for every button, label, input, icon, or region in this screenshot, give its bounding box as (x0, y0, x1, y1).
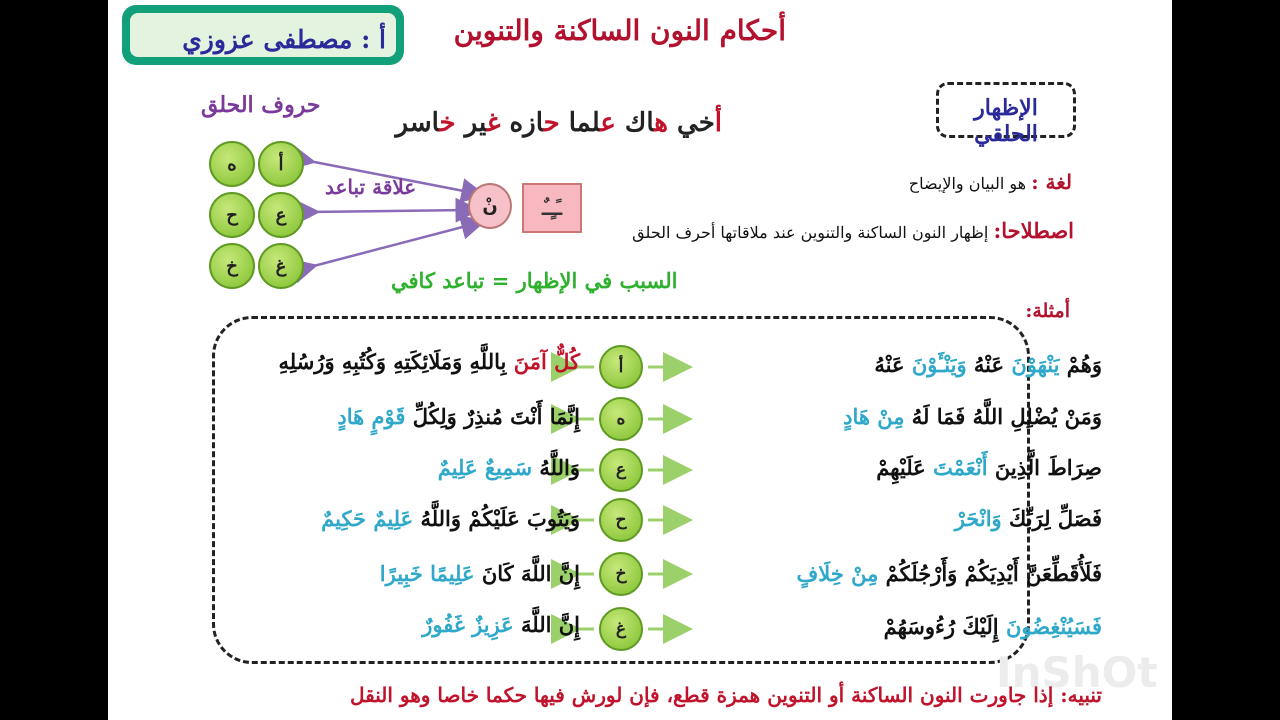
lesson-page (108, 0, 1172, 720)
example-left: وَاللَّهُ سَمِيعٌ عَلِيمٌ (437, 455, 580, 480)
page-title: أحكام النون الساكنة والتنوين (453, 14, 786, 47)
letter-circle: ع (258, 192, 304, 238)
example-left: إِنَّ اللَّهَ عَزِيزٌ غَفُورٌ (422, 612, 580, 637)
watermark: InShOt (996, 648, 1158, 697)
throat-letters-title: حروف الحلق (201, 92, 321, 118)
letter-circle: ه (209, 141, 255, 187)
technical-definition: اصطلاحا: إظهار النون الساكنة والتنوين عند ملاقاتها أحرف الحلق (632, 218, 1074, 243)
examples-heading: أمثلة: (1025, 300, 1070, 322)
relation-label: علاقة تباعد (325, 175, 417, 199)
row-letter-circle: ه (599, 397, 643, 441)
izhar-label: الإظهار الحلقي (974, 95, 1038, 147)
example-right: وَهُمْ يَنْهَوْنَ عَنْهُ وَيَنْـَٔوْنَ عَنْهُ (874, 352, 1102, 377)
row-letter-circle: غ (599, 607, 643, 651)
row-letter-circle: ح (599, 498, 643, 542)
letter-circle: غ (258, 243, 304, 289)
example-left: كُلٌّ آمَنَ بِاللَّهِ وَمَلَائِكَتِهِ وَكُتُبِهِ وَرُسُلِهِ (278, 349, 580, 374)
letter-circle: ح (209, 192, 255, 238)
example-right: وَمَنْ يُضْلِلِ اللَّهُ فَمَا لَهُ مِنْ هَادٍ (843, 404, 1102, 429)
reason-text: السبب في الإظهار = تباعد كافي (391, 268, 678, 293)
example-left: إِنَّمَا أَنْتَ مُنذِرٌ وَلِكُلِّ قَوْمٍ هَادٍ (337, 404, 580, 429)
linguistic-definition: لغة : هو البيان والإيضاح (908, 170, 1072, 194)
example-right: فَصَلِّ لِرَبِّكَ وَانْحَرْ (954, 506, 1102, 531)
row-letter-circle: خ (599, 552, 643, 596)
noon-sakina-circle: نْ (468, 183, 512, 229)
tanwin-box: ـًـٍـٌ (522, 183, 582, 233)
author-name: أ : مصطفى عزوزي (182, 25, 386, 54)
row-letter-circle: أ (599, 345, 643, 389)
row-letter-circle: ع (599, 448, 643, 492)
example-left: إِنَّ اللَّهَ كَانَ عَلِيمًا خَبِيرًا (379, 561, 580, 586)
letter-circle: أ (258, 141, 304, 187)
letter-circle: خ (209, 243, 255, 289)
example-right: فَلَأُقَطِّعَنَّ أَيْدِيَكُمْ وَأَرْجُلَكُمْ مِنْ خِلَافٍ (796, 561, 1102, 586)
example-right: فَسَيُنْغِضُونَ إِلَيْكَ رُءُوسَهُمْ (883, 614, 1102, 639)
warning-note: تنبيه: إذا جاورت النون الساكنة أو التنوين همزة قطع، فإن لورش فيها حكما خاصا وهو النقل (350, 683, 1102, 707)
mnemonic-phrase: أخي هاك علما حازه غير خاسر (395, 108, 722, 138)
example-right: صِرَاطَ الَّذِينَ أَنْعَمْتَ عَلَيْهِمْ (876, 455, 1102, 480)
example-left: وَيَتُوبَ عَلَيْكُمْ وَاللَّهُ عَلِيمٌ حَكِيمٌ (321, 506, 580, 531)
